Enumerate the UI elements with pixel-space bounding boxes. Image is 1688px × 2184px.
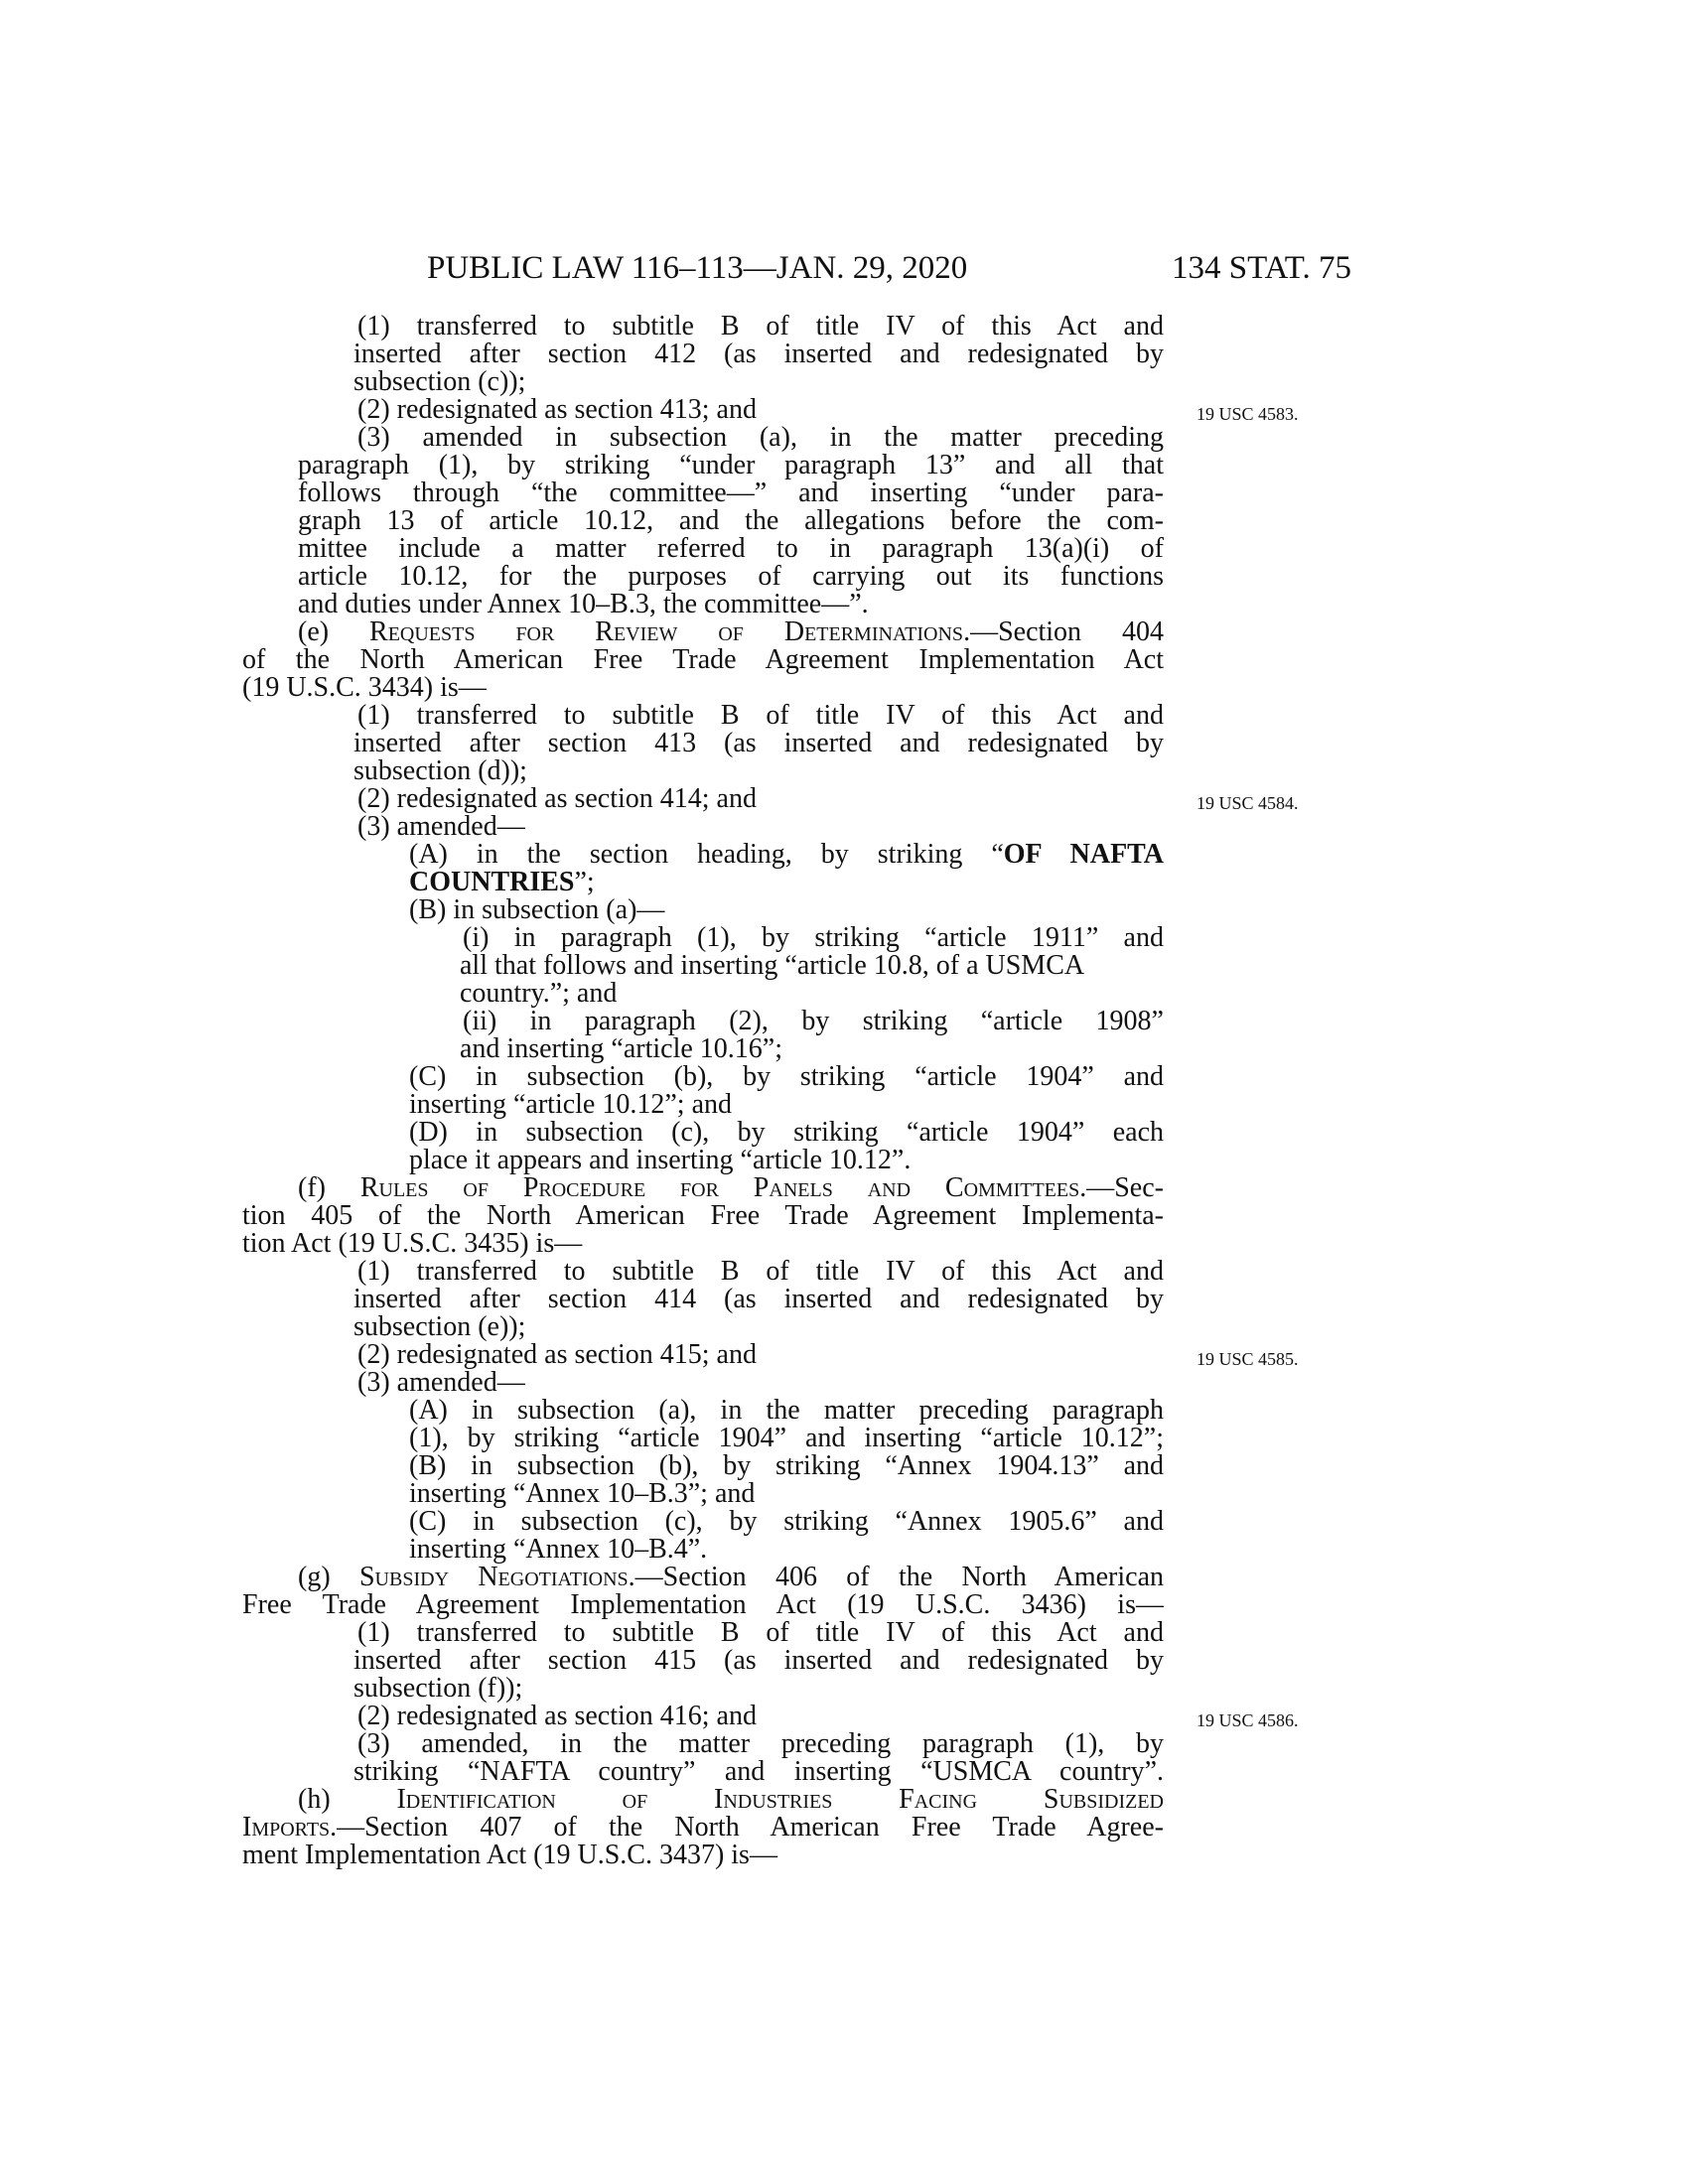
text-line: (ii) in paragraph (2), by striking “article 1908” (463, 1008, 1164, 1035)
text-line: (1) transferred to subtitle B of title IV of this Act and (357, 313, 1164, 341)
margin-citation: 19 USC 4584. (1196, 793, 1299, 813)
text-line: inserting “Annex 10–B.3”; and (409, 1480, 756, 1508)
text-line: (19 U.S.C. 3434) is— (242, 674, 487, 702)
margin-citation: 19 USC 4586. (1196, 1710, 1299, 1730)
text-line: inserting “article 10.12”; and (409, 1091, 732, 1119)
text-line: Free Trade Agreement Implementation Act (19 U.S.C. 3436) is— (242, 1591, 1164, 1619)
text-line: inserting “Annex 10–B.4”. (409, 1536, 708, 1564)
text-line: (B) in subsection (b), by striking “Annex 1904.13” and (409, 1452, 1164, 1480)
text-line: (B) in subsection (a)— (409, 896, 665, 924)
text-line: (2) redesignated as section 413; and (357, 396, 757, 424)
margin-citation: 19 USC 4585. (1196, 1349, 1299, 1369)
stat-page-number: 134 STAT. 75 (1172, 250, 1352, 286)
text-line: (1) transferred to subtitle B of title IV of this Act and (357, 1258, 1164, 1286)
text-line: (A) in subsection (a), in the matter preceding paragraph (409, 1397, 1164, 1425)
section-heading-f: (f) Rules of Procedure for Panels and Committees.—Sec- (298, 1174, 1164, 1202)
text-line: (3) amended, in the matter preceding paragraph (1), by (357, 1730, 1164, 1758)
text-line: of the North American Free Trade Agreement Implementation Act (242, 646, 1164, 674)
text-line: (C) in subsection (b), by striking “article 1904” and (409, 1063, 1164, 1091)
text-line: (2) redesignated as section 415; and (357, 1341, 757, 1369)
section-heading-g: (g) Subsidy Negotiations.—Section 406 of the North American (298, 1564, 1164, 1591)
text-line: all that follows and inserting “article 10.8, of a USMCA (460, 952, 1085, 980)
text-line: subsection (f)); (353, 1675, 523, 1703)
text-line: and inserting “article 10.16”; (460, 1035, 782, 1063)
text-line: striking “NAFTA country” and inserting “USMCA country”. (353, 1758, 1164, 1786)
text-line: (1), by striking “article 1904” and inserting “article 10.12”; (409, 1425, 1164, 1452)
text-line: COUNTRIES”; (409, 869, 595, 896)
text-line: place it appears and inserting “article 10.12”. (409, 1147, 912, 1174)
text-line: (3) amended in subsection (a), in the matter preceding (357, 424, 1164, 452)
section-heading-e: (e) Requests for Review of Determinations.—Section 404 (298, 618, 1164, 646)
text-line: (C) in subsection (c), by striking “Annex 1905.6” and (409, 1508, 1164, 1536)
text-line: (2) redesignated as section 414; and (357, 785, 757, 813)
text-line: inserted after section 414 (as inserted and redesignated by (353, 1286, 1164, 1313)
running-header-title: PUBLIC LAW 116–113—JAN. 29, 2020 (427, 250, 968, 286)
text-line: ment Implementation Act (19 U.S.C. 3437) is— (242, 1842, 777, 1869)
text-line: inserted after section 415 (as inserted and redesignated by (353, 1647, 1164, 1675)
text-line: tion Act (19 U.S.C. 3435) is— (242, 1230, 583, 1258)
text-line: subsection (d)); (353, 757, 527, 785)
text-line: (3) amended— (357, 1369, 525, 1397)
text-line: (1) transferred to subtitle B of title IV of this Act and (357, 1619, 1164, 1647)
text-line: and duties under Annex 10–B.3, the committee—”. (298, 591, 869, 618)
text-line: inserted after section 413 (as inserted and redesignated by (353, 730, 1164, 757)
text-line: article 10.12, for the purposes of carrying out its functions (298, 563, 1164, 591)
text-line: graph 13 of article 10.12, and the allegations before the com- (298, 507, 1164, 535)
margin-citation: 19 USC 4583. (1196, 404, 1299, 424)
section-heading-h: (h) Identification of Industries Facing Subsidized (298, 1786, 1164, 1814)
text-line: Imports.—Section 407 of the North American Free Trade Agree- (242, 1814, 1164, 1842)
text-line: country.”; and (460, 980, 618, 1008)
text-line: (D) in subsection (c), by striking “article 1904” each (409, 1119, 1164, 1147)
text-line: (A) in the section heading, by striking “OF NAFTA (409, 841, 1164, 869)
text-line: paragraph (1), by striking “under paragraph 13” and all that (298, 452, 1164, 479)
text-line: (2) redesignated as section 416; and (357, 1703, 757, 1730)
text-line: follows through “the committee—” and inserting “under para- (298, 479, 1164, 507)
text-line: subsection (c)); (353, 368, 526, 396)
text-line: (1) transferred to subtitle B of title IV of this Act and (357, 702, 1164, 730)
text-line: (i) in paragraph (1), by striking “article 1911” and (463, 924, 1164, 952)
text-line: subsection (e)); (353, 1313, 526, 1341)
body-text (242, 313, 1164, 1869)
text-line: inserted after section 412 (as inserted and redesignated by (353, 341, 1164, 368)
text-line: mittee include a matter referred to in paragraph 13(a)(i) of (298, 535, 1164, 563)
text-line: tion 405 of the North American Free Trade Agreement Implementa- (242, 1202, 1164, 1230)
text-line: (3) amended— (357, 813, 525, 841)
